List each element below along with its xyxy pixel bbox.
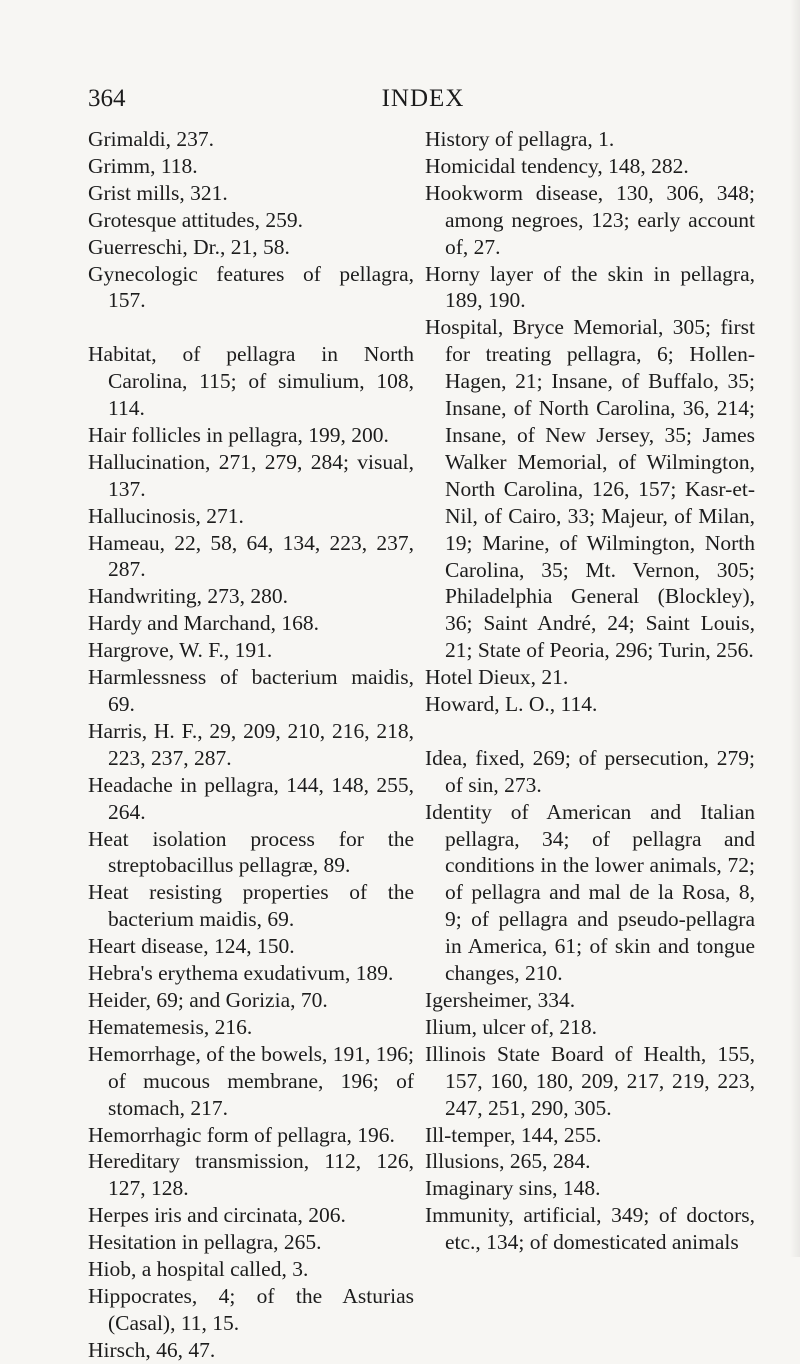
index-entry: Hameau, 22, 58, 64, 134, 223, 237, 287. [88,530,414,582]
index-entry: Harris, H. F., 29, 209, 210, 216, 218, 223, 237, 287. [88,718,414,770]
index-entry: History of pellagra, 1. [425,127,615,151]
index-entry: Hippocrates, 4; of the Asturias (Casal), 11, 15. [88,1283,414,1335]
index-entry: Hirsch, 46, 47. [88,1337,216,1362]
index-entry: Hallucinosis, 271. [88,503,244,528]
index-entry: Illusions, 265, 284. [425,1149,591,1174]
index-entry: Hardy and Marchand, 168. [88,611,320,636]
letter-group-gap [425,718,755,745]
index-entry: Hereditary transmission, 112, 126, 127, 128. [88,1149,414,1201]
index-entry: Hemorrhagic form of pellagra, 196. [88,1122,395,1147]
index-entry: Hookworm disease, 130, 306, 348; among negroes, 123; early account of, 27. [425,180,755,259]
index-entry: Howard, L. O., 114. [425,692,598,717]
index-entry: Ill-temper, 144, 255. [425,1122,602,1147]
index-column-right [425,126,755,1256]
index-entry: Harmlessness of bacterium maidis, 69. [88,665,414,717]
index-group [88,126,414,314]
index-entry: Hospital, Bryce Memorial, 305; first for treating pellagra, 6; Hollen-Hagen, 21; Insane, of Buffalo, 35; Insane, of North Carolina, 36, 214; Insane, of New Jersey, 35; James Walker Memorial, of Wilmington, North Carolina, 126, 157; Kasr-et-Nil, of Cairo, 33; Majeur, of Milan, 19; Marine, of Wilmington, North Carolina, 35; Mt. Vernon, 305; Philadelphia General (Blockley), 36; Saint André, 24; Saint Louis, 21; State of Peoria, 296; Turin, 256. [425,315,755,663]
index-entry: Hesitation in pellagra, 265. [88,1230,322,1255]
index-entry: Heat isolation process for the streptobacillus pellagræ, 89. [88,826,414,878]
index-entry: Homicidal tendency, 148, 282. [425,153,689,178]
page-number: 364 [88,85,126,112]
index-entry: Illinois State Board of Health, 155, 157, 160, 180, 209, 217, 219, 223, 247, 251, 290, 305. [425,1041,755,1120]
index-entry: Heart disease, 124, 150. [88,934,295,959]
index-entry: Grimm, 118. [88,153,198,178]
index-entry: Headache in pellagra, 144, 148, 255, 264. [88,772,414,824]
page-edge-shadow [790,0,800,1257]
index-entry: Herpes iris and circinata, 206. [88,1203,346,1228]
index-entry: Imaginary sins, 148. [425,1176,601,1201]
running-head: INDEX [381,85,465,112]
index-entry: Idea, fixed, 269; of persecution, 279; of sin, 273. [425,745,755,797]
index-entry: Guerreschi, Dr., 21, 58. [88,234,290,259]
index-entry: Hair follicles in pellagra, 199, 200. [88,422,389,447]
index-entry: Identity of American and Italian pellagra, 34; of pellagra and conditions in the lower animals, 72; of pellagra and mal de la Rosa, 8, 9; of pellagra and pseudo-pellagra in America, 61; of skin and tongue changes, 210. [425,799,755,986]
letter-group-gap [88,314,414,341]
index-entry: Heider, 69; and Gorizia, 70. [88,987,328,1012]
index-entry: Grist mills, 321. [88,180,228,205]
page-header [88,82,758,116]
index-entry: Habitat, of pellagra in North Carolina, 115; of simulium, 108, 114. [88,342,414,421]
index-entry: Hotel Dieux, 21. [425,665,569,690]
index-entry: Grotesque attitudes, 259. [88,207,303,232]
index-entry: Hallucination, 271, 279, 284; visual, 137. [88,449,414,501]
index-column-left [88,126,414,1364]
index-group [425,745,755,1256]
index-entry: Horny layer of the skin in pellagra, 189, 190. [425,261,755,313]
index-group [425,126,755,718]
index-entry: Grimaldi, 237. [88,127,214,151]
index-entry: Gynecologic features of pellagra, 157. [88,261,414,313]
index-entry: Heat resisting properties of the bacterium maidis, 69. [88,880,414,932]
index-entry: Handwriting, 273, 280. [88,584,289,609]
index-entry: Hiob, a hospital called, 3. [88,1257,309,1282]
index-entry: Immunity, artificial, 349; of doctors, etc., 134; of domesticated animals [425,1203,755,1255]
index-entry: Hematemesis, 216. [88,1014,253,1039]
index-entry: Hemorrhage, of the bowels, 191, 196; of mucous membrane, 196; of stomach, 217. [88,1041,415,1120]
index-entry: Hebra's erythema exudativum, 189. [88,961,394,986]
index-group [88,341,414,1363]
index-entry: Ilium, ulcer of, 218. [425,1014,597,1039]
index-entry: Igersheimer, 334. [425,987,576,1012]
index-entry: Hargrove, W. F., 191. [88,638,273,663]
